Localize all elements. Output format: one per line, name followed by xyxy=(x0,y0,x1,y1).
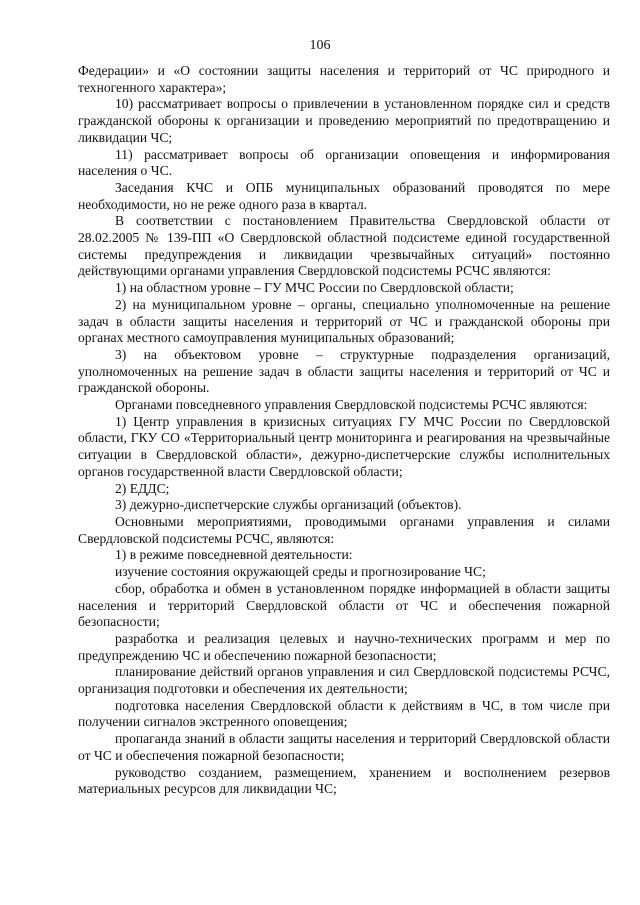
paragraph: Органами повседневного управления Свердловской подсистемы РСЧС являются: xyxy=(115,397,588,413)
paragraph: Основными мероприятиями, проводимыми органами управления и силами Свердловской подсистемы РСЧС, являются: xyxy=(78,513,610,546)
paragraph: пропаганда знаний в области защиты населения и территорий Свердловской области от ЧС и обеспечения пожарной безопасности; xyxy=(78,731,610,763)
paragraph: В соответствии с постановлением Правительства Свердловской области от 28.02.2005 № 139-ПП «О Свердловской областной подсистеме единой государственной системы предупреждения и ликвидации чрезвычайных ситуаций» постоянно действующими органами управления Свердловской подсистемы РСЧС являются: xyxy=(78,213,610,279)
paragraph: 11) рассматривает вопросы об организации оповещения и информирования населения о ЧС. xyxy=(78,146,610,179)
paragraph: сбор, обработка и обмен в установленном порядке информацией в области защиты населения и территорий Свердловской области от ЧС и обеспечения пожарной безопасности; xyxy=(78,580,610,630)
paragraph: 2) ЕДДС; xyxy=(115,480,170,496)
paragraph: планирование действий органов управления и сил Свердловской подсистемы РСЧС, организация подготовки и обеспечения их деятельности; xyxy=(78,664,610,697)
paragraph: Федерации» и «О состоянии защиты населения и территорий от ЧС природного и техногенного характера»; xyxy=(78,63,610,95)
paragraph: 1) в режиме повседневной деятельности: xyxy=(115,547,353,563)
body-text xyxy=(78,63,610,798)
paragraph: 3) дежурно-диспетчерские службы организаций (объектов). xyxy=(115,497,462,513)
paragraph: руководство созданием, размещением, хранением и восполнением резервов материальных ресурсов для ликвидации ЧС; xyxy=(78,764,610,797)
paragraph: 1) Центр управления в кризисных ситуациях ГУ МЧС России по Свердловской области, ГКУ СО «Территориальный центр мониторинга и реагирования на чрезвычайные ситуации в Свердловской области», дежурно-диспетчерские службы исполнительных органов государственной власти Свердловской области; xyxy=(78,413,610,479)
paragraph: 3) на объектовом уровне – структурные подразделения организаций, уполномоченных на решение задач в области защиты населения и территорий от ЧС и гражданской обороны. xyxy=(78,346,610,396)
paragraph: изучение состояния окружающей среды и прогнозирование ЧС; xyxy=(115,564,486,580)
paragraph: разработка и реализация целевых и научно-технических программ и мер по предупреждению ЧС и обеспечению пожарной безопасности; xyxy=(78,630,610,663)
page-number: 106 xyxy=(309,38,331,53)
paragraph: 10) рассматривает вопросы о привлечении в установленном порядке сил и средств гражданской обороны к организации и проведению мероприятий по предотвращению и ликвидации ЧС; xyxy=(78,96,610,145)
paragraph: Заседания КЧС и ОПБ муниципальных образований проводятся по мере необходимости, но не реже одного раза в квартал. xyxy=(78,179,610,212)
paragraph: 1) на областном уровне – ГУ МЧС России по Свердловской области; xyxy=(115,280,514,296)
paragraph: 2) на муниципальном уровне – органы, специально уполномоченные на решение задач в области защиты населения и территорий от ЧС и гражданской обороны при органах местного самоуправления муниципальных образований; xyxy=(78,296,610,346)
paragraph: подготовка населения Свердловской области к действиям в ЧС, в том числе при получении сигналов экстренного оповещения; xyxy=(78,697,610,730)
